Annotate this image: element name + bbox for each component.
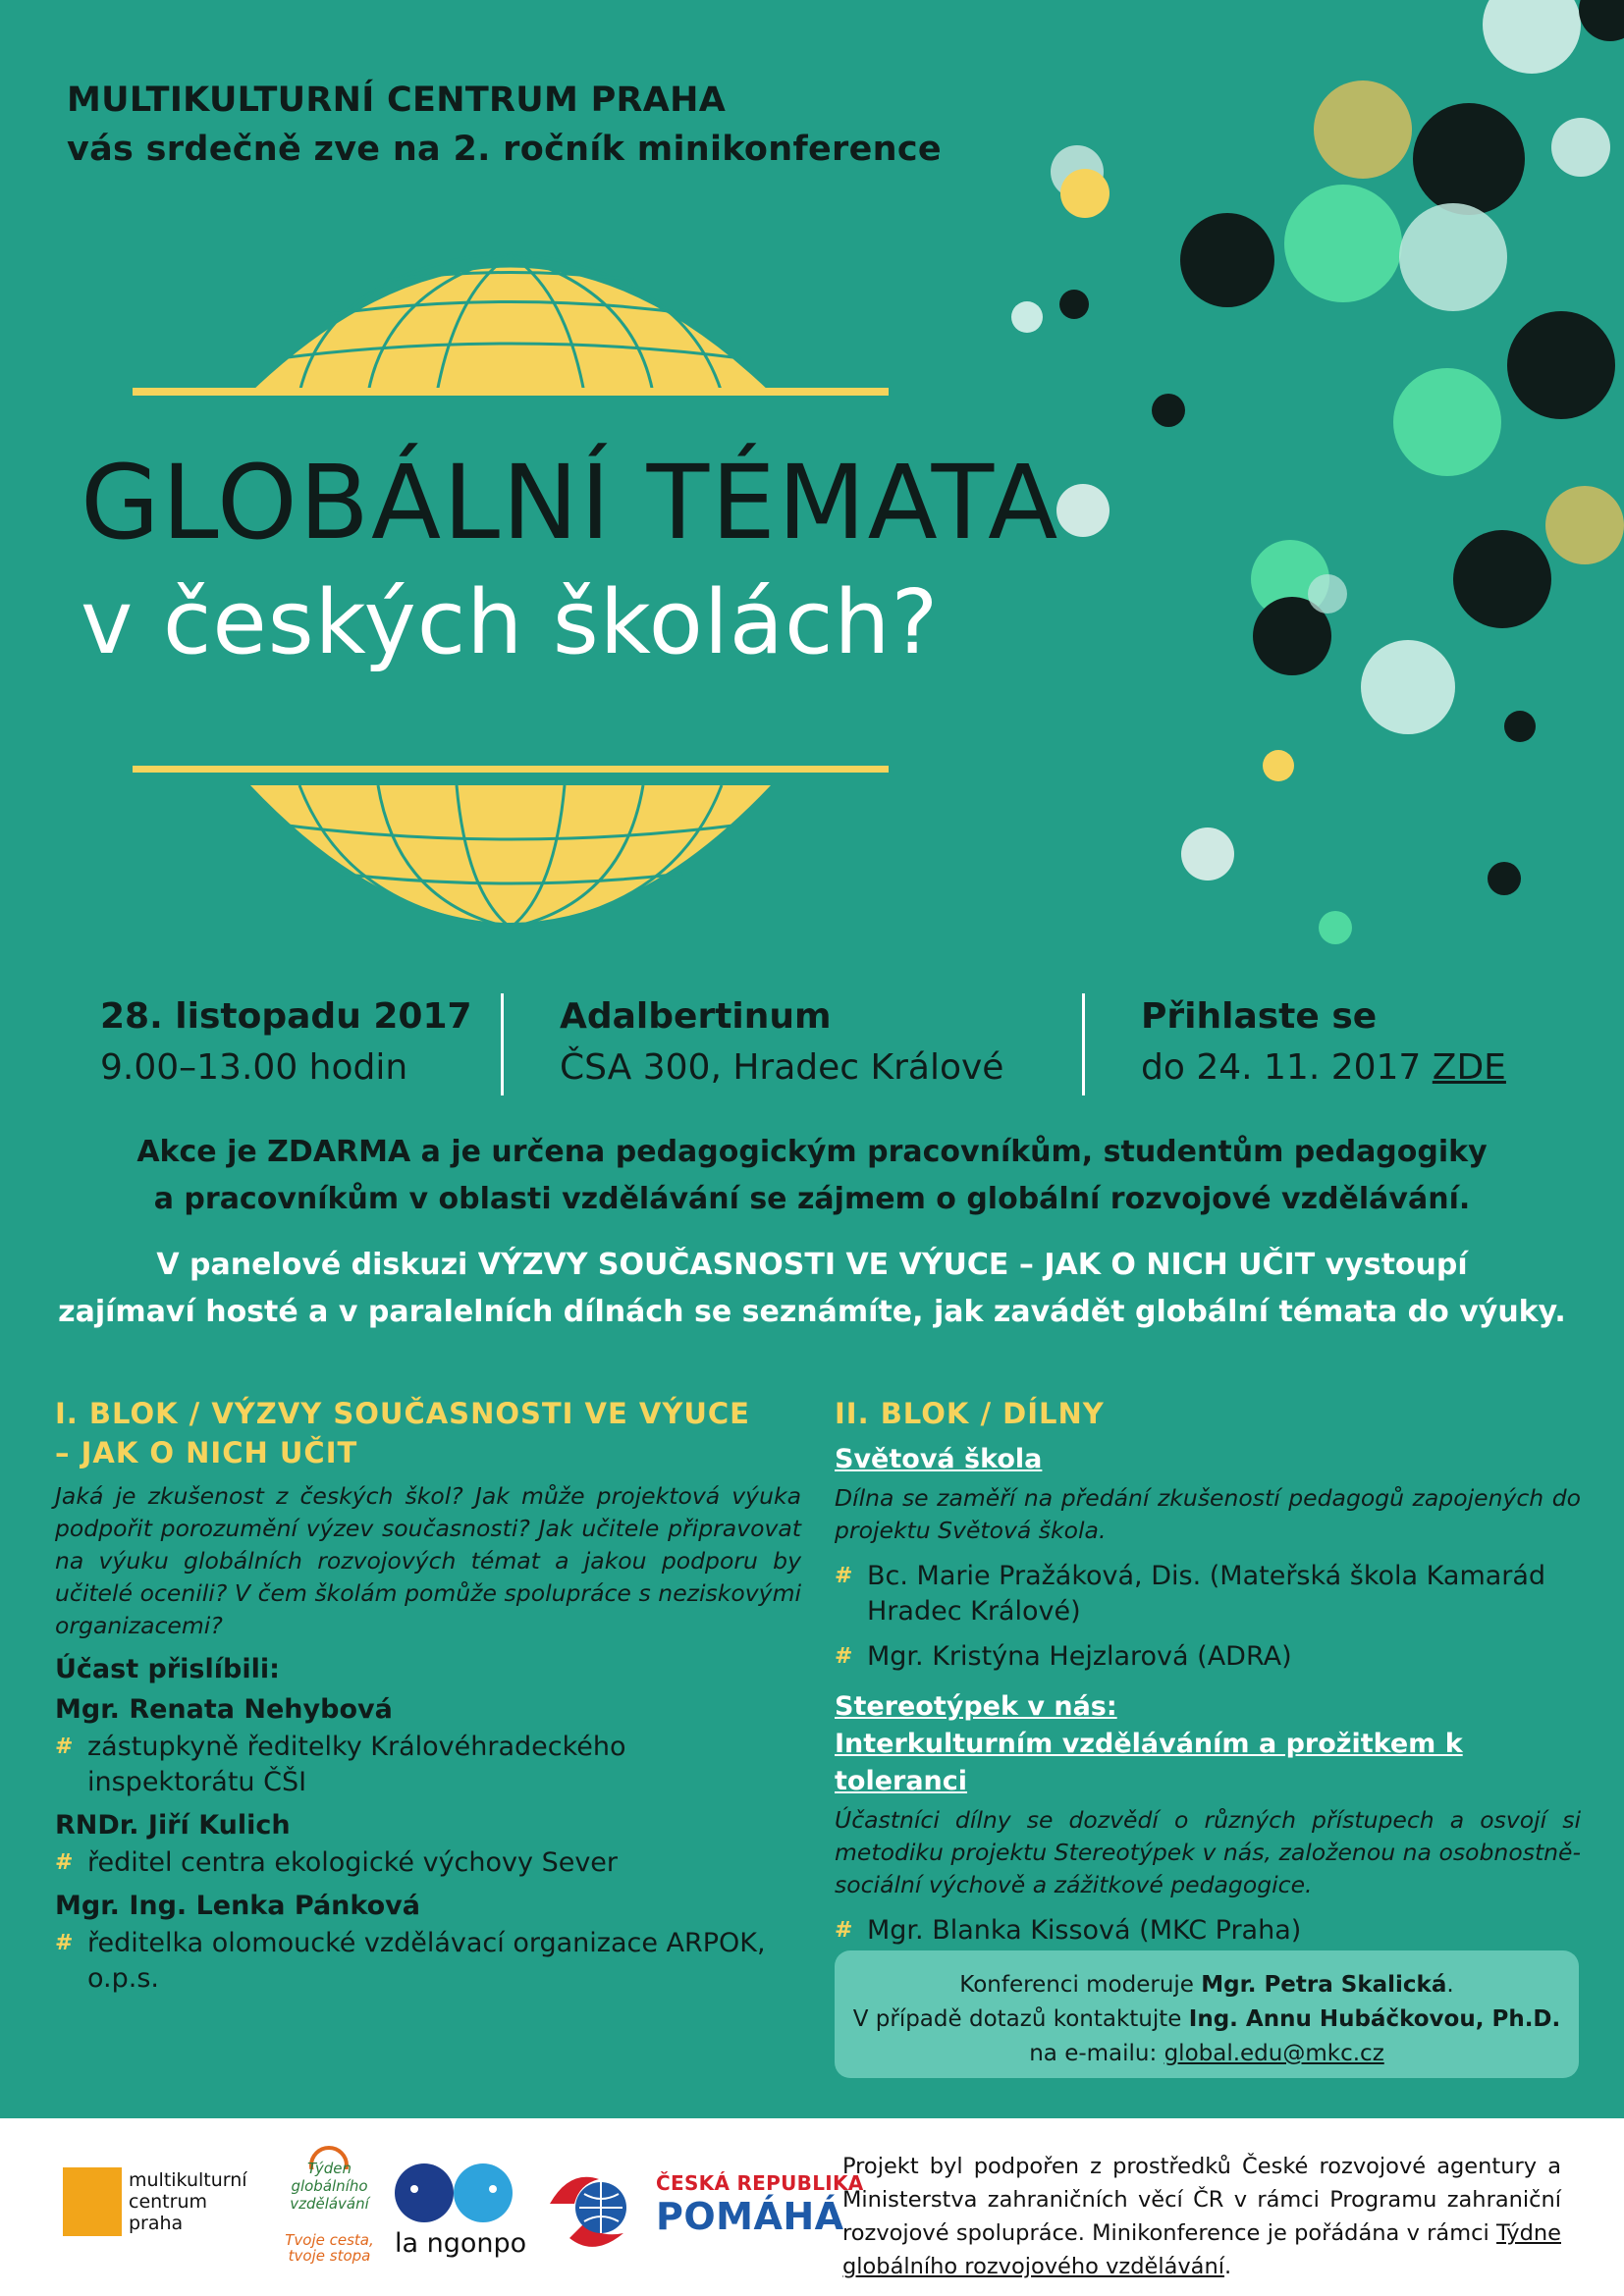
workshop-leader: [835, 1913, 1581, 1949]
globe-bottom-icon: [133, 766, 889, 947]
speaker-role-text: ředitel centra ekologické výchovy Sever: [87, 1847, 619, 1878]
lead-paragraph-program: [39, 1242, 1585, 1336]
heading-line: I. BLOK / VÝZVY SOUČASNOSTI VE VÝUCE: [55, 1397, 750, 1430]
registration-deadline: do 24. 11. 2017: [1141, 1047, 1422, 1088]
registration-label: Přihlaste se: [1141, 996, 1378, 1037]
workshop-description: Účastníci dílny se dozvědí o různých přístupech a osvojí si metodiku projektu Stereotýpek v nás, založenou na osobnostně-sociální výchově a zážitkové pedagogice.: [835, 1806, 1581, 1898]
bubble-cluster: [1011, 0, 1624, 944]
speaker-role-text: zástupkyně ředitelky Královéhradeckého inspektorátu ČŠI: [87, 1732, 626, 1797]
workshop-title-link[interactable]: [835, 1688, 1581, 1800]
hash-bullet-icon: #: [55, 1931, 74, 1955]
tgv-week-link[interactable]: Týdne globálního rozvojového vzdělávání: [842, 2220, 1561, 2279]
block-one-heading: [55, 1394, 801, 1472]
moderation-box: [835, 1950, 1579, 2078]
tgv-logo-slogan: Tvoje cesta, tvoje stopa: [285, 2231, 374, 2265]
event-place: [560, 991, 1003, 1094]
speaker-name: Mgr. Renata Nehybová: [55, 1694, 393, 1725]
block-one-description: Jaká je zkušenost z českých škol? Jak může projektová výuka podpořit porozumění výzev současnosti? Jak učitele připravovat na výuku globálních rozvojových témat a jakou podporu by učitelé ocenili? V čem školám pomůže spolupráce s neziskovými organizacemi?: [55, 1482, 801, 1639]
speaker-item: [55, 1806, 801, 1881]
invitation-line: vás srdečně zve na 2. ročník minikonference: [67, 130, 942, 169]
workshop-leader: [835, 1639, 1581, 1675]
lead-line: zajímaví hosté a v paralelních dílnách se seznámíte, jak zavádět globální témata do výuky.: [58, 1295, 1566, 1329]
speaker-name: RNDr. Jiří Kulich: [55, 1810, 291, 1841]
speaker-item: [55, 1887, 801, 1997]
heading-line: – JAK O NICH UČIT: [55, 1436, 358, 1469]
registration-link[interactable]: ZDE: [1432, 1047, 1506, 1088]
event-address: ČSA 300, Hradec Králové: [560, 1047, 1004, 1088]
registration-info: [1141, 991, 1506, 1094]
event-date-label: 28. listopadu 2017: [100, 996, 472, 1037]
lead-line: V panelové diskuzi VÝZVY SOUČASNOSTI VE VÝUCE – JAK O NICH UČIT vystoupí: [156, 1248, 1468, 1282]
subtitle: v českých školách?: [81, 571, 940, 674]
workshop-leader-text: Bc. Marie Pražáková, Dis. (Mateřská škola Kamarád Hradec Králové): [867, 1561, 1546, 1627]
funding-note-text: Projekt byl podpořen z prostředků České rozvojové agentury a Ministerstva zahraničních věcí ČR v rámci Programu zahraniční rozvojové spolupráce. Minikonference je pořádána v rámci: [842, 2154, 1561, 2246]
block-two-heading: II. BLOK / DÍLNY: [835, 1397, 1105, 1430]
contact-email-link[interactable]: global.edu@mkc.cz: [1164, 2041, 1384, 2066]
globe-top-icon: [133, 231, 889, 402]
contact-label: V případě dotazů kontaktujte: [852, 2006, 1182, 2032]
funding-note: Projekt byl podpořen z prostředků České rozvojové agentury a Ministerstva zahraničních věcí ČR v rámci Programu zahraniční rozvojové spolupráce. Minikonference je pořádána v rámci Týdne globálního rozvojového vzdělávání.: [842, 2154, 1561, 2279]
speaker-role-text: ředitelka olomoucké vzdělávací organizace ARPOK, o.p.s.: [87, 1928, 766, 1994]
main-title: GLOBÁLNÍ TÉMATA: [81, 443, 1060, 562]
hash-bullet-icon: #: [835, 1918, 853, 1943]
email-line: [835, 2037, 1579, 2071]
lead-line: a pracovníkům v oblasti vzdělávání se zájmem o globální rozvojové vzdělávání.: [153, 1182, 1471, 1216]
ngonpo-logo-icon: [393, 2160, 520, 2228]
workshop-description: Dílna se zaměří na předání zkušeností pedagogů zapojených do projektu Světová škola.: [835, 1484, 1581, 1544]
czech-aid-logo-line1: ČESKÁ REPUBLIKA: [656, 2171, 864, 2195]
decorative-bubbles: [982, 0, 1624, 972]
event-date: [100, 991, 472, 1094]
ngonpo-logo-text: la ngonpo: [395, 2228, 527, 2259]
speaker-item: [55, 1690, 801, 1800]
workshop-leader-text: Mgr. Kristýna Hejzlarová (ADRA): [867, 1641, 1292, 1672]
info-divider: [1082, 993, 1085, 1095]
workshop-title-line: Stereotýpek v nás:: [835, 1691, 1117, 1722]
moderator-line: Konferenci moderuje Mgr. Petra Skalická.: [959, 1972, 1454, 1998]
contact-line: [835, 2002, 1579, 2037]
hash-bullet-icon: #: [55, 1735, 74, 1759]
tgv-logo-text: Týden globálního vzdělávání: [290, 2160, 369, 2213]
info-divider: [501, 993, 504, 1095]
event-venue: Adalbertinum: [560, 996, 832, 1037]
speaker-role: [55, 1845, 801, 1881]
mkc-logo-text: multikulturní centrum praha: [129, 2169, 247, 2234]
workshop-title-line: Interkulturním vzděláváním a prožitkem k toleranci: [835, 1729, 1463, 1796]
workshop-leader-text: Mgr. Blanka Kissová (MKC Praha): [867, 1915, 1302, 1946]
hash-bullet-icon: #: [835, 1564, 853, 1588]
workshop-title-link[interactable]: Světová škola: [835, 1444, 1043, 1474]
block-one-column: [55, 1394, 801, 2002]
hash-bullet-icon: #: [55, 1850, 74, 1875]
email-label: na e-mailu:: [1029, 2041, 1158, 2066]
czech-aid-logo-line2: POMÁHÁ: [656, 2195, 844, 2238]
lead-line: Akce je ZDARMA a je určena pedagogickým pracovníkům, studentům pedagogiky: [136, 1135, 1488, 1169]
lead-paragraph-free-event: [39, 1129, 1585, 1223]
event-time: 9.00–13.00 hodin: [100, 1047, 408, 1088]
moderator-name: Mgr. Petra Skalická: [1201, 1972, 1447, 1998]
speakers-heading: Účast přislíbili:: [55, 1654, 280, 1684]
mkc-logo-icon: [63, 2167, 122, 2236]
moderator-label: Konferenci moderuje: [959, 1972, 1194, 1998]
organizer-name: MULTIKULTURNÍ CENTRUM PRAHA: [67, 80, 727, 120]
hash-bullet-icon: #: [835, 1644, 853, 1669]
czech-aid-globe-icon: [540, 2164, 648, 2253]
workshop-leader: [835, 1559, 1581, 1629]
contact-name: Ing. Annu Hubáčkovou, Ph.D.: [1188, 2006, 1561, 2032]
speaker-role: [55, 1730, 801, 1800]
block-two-column: [835, 1394, 1581, 1958]
speaker-name: Mgr. Ing. Lenka Pánková: [55, 1891, 420, 1921]
speaker-role: [55, 1926, 801, 1997]
